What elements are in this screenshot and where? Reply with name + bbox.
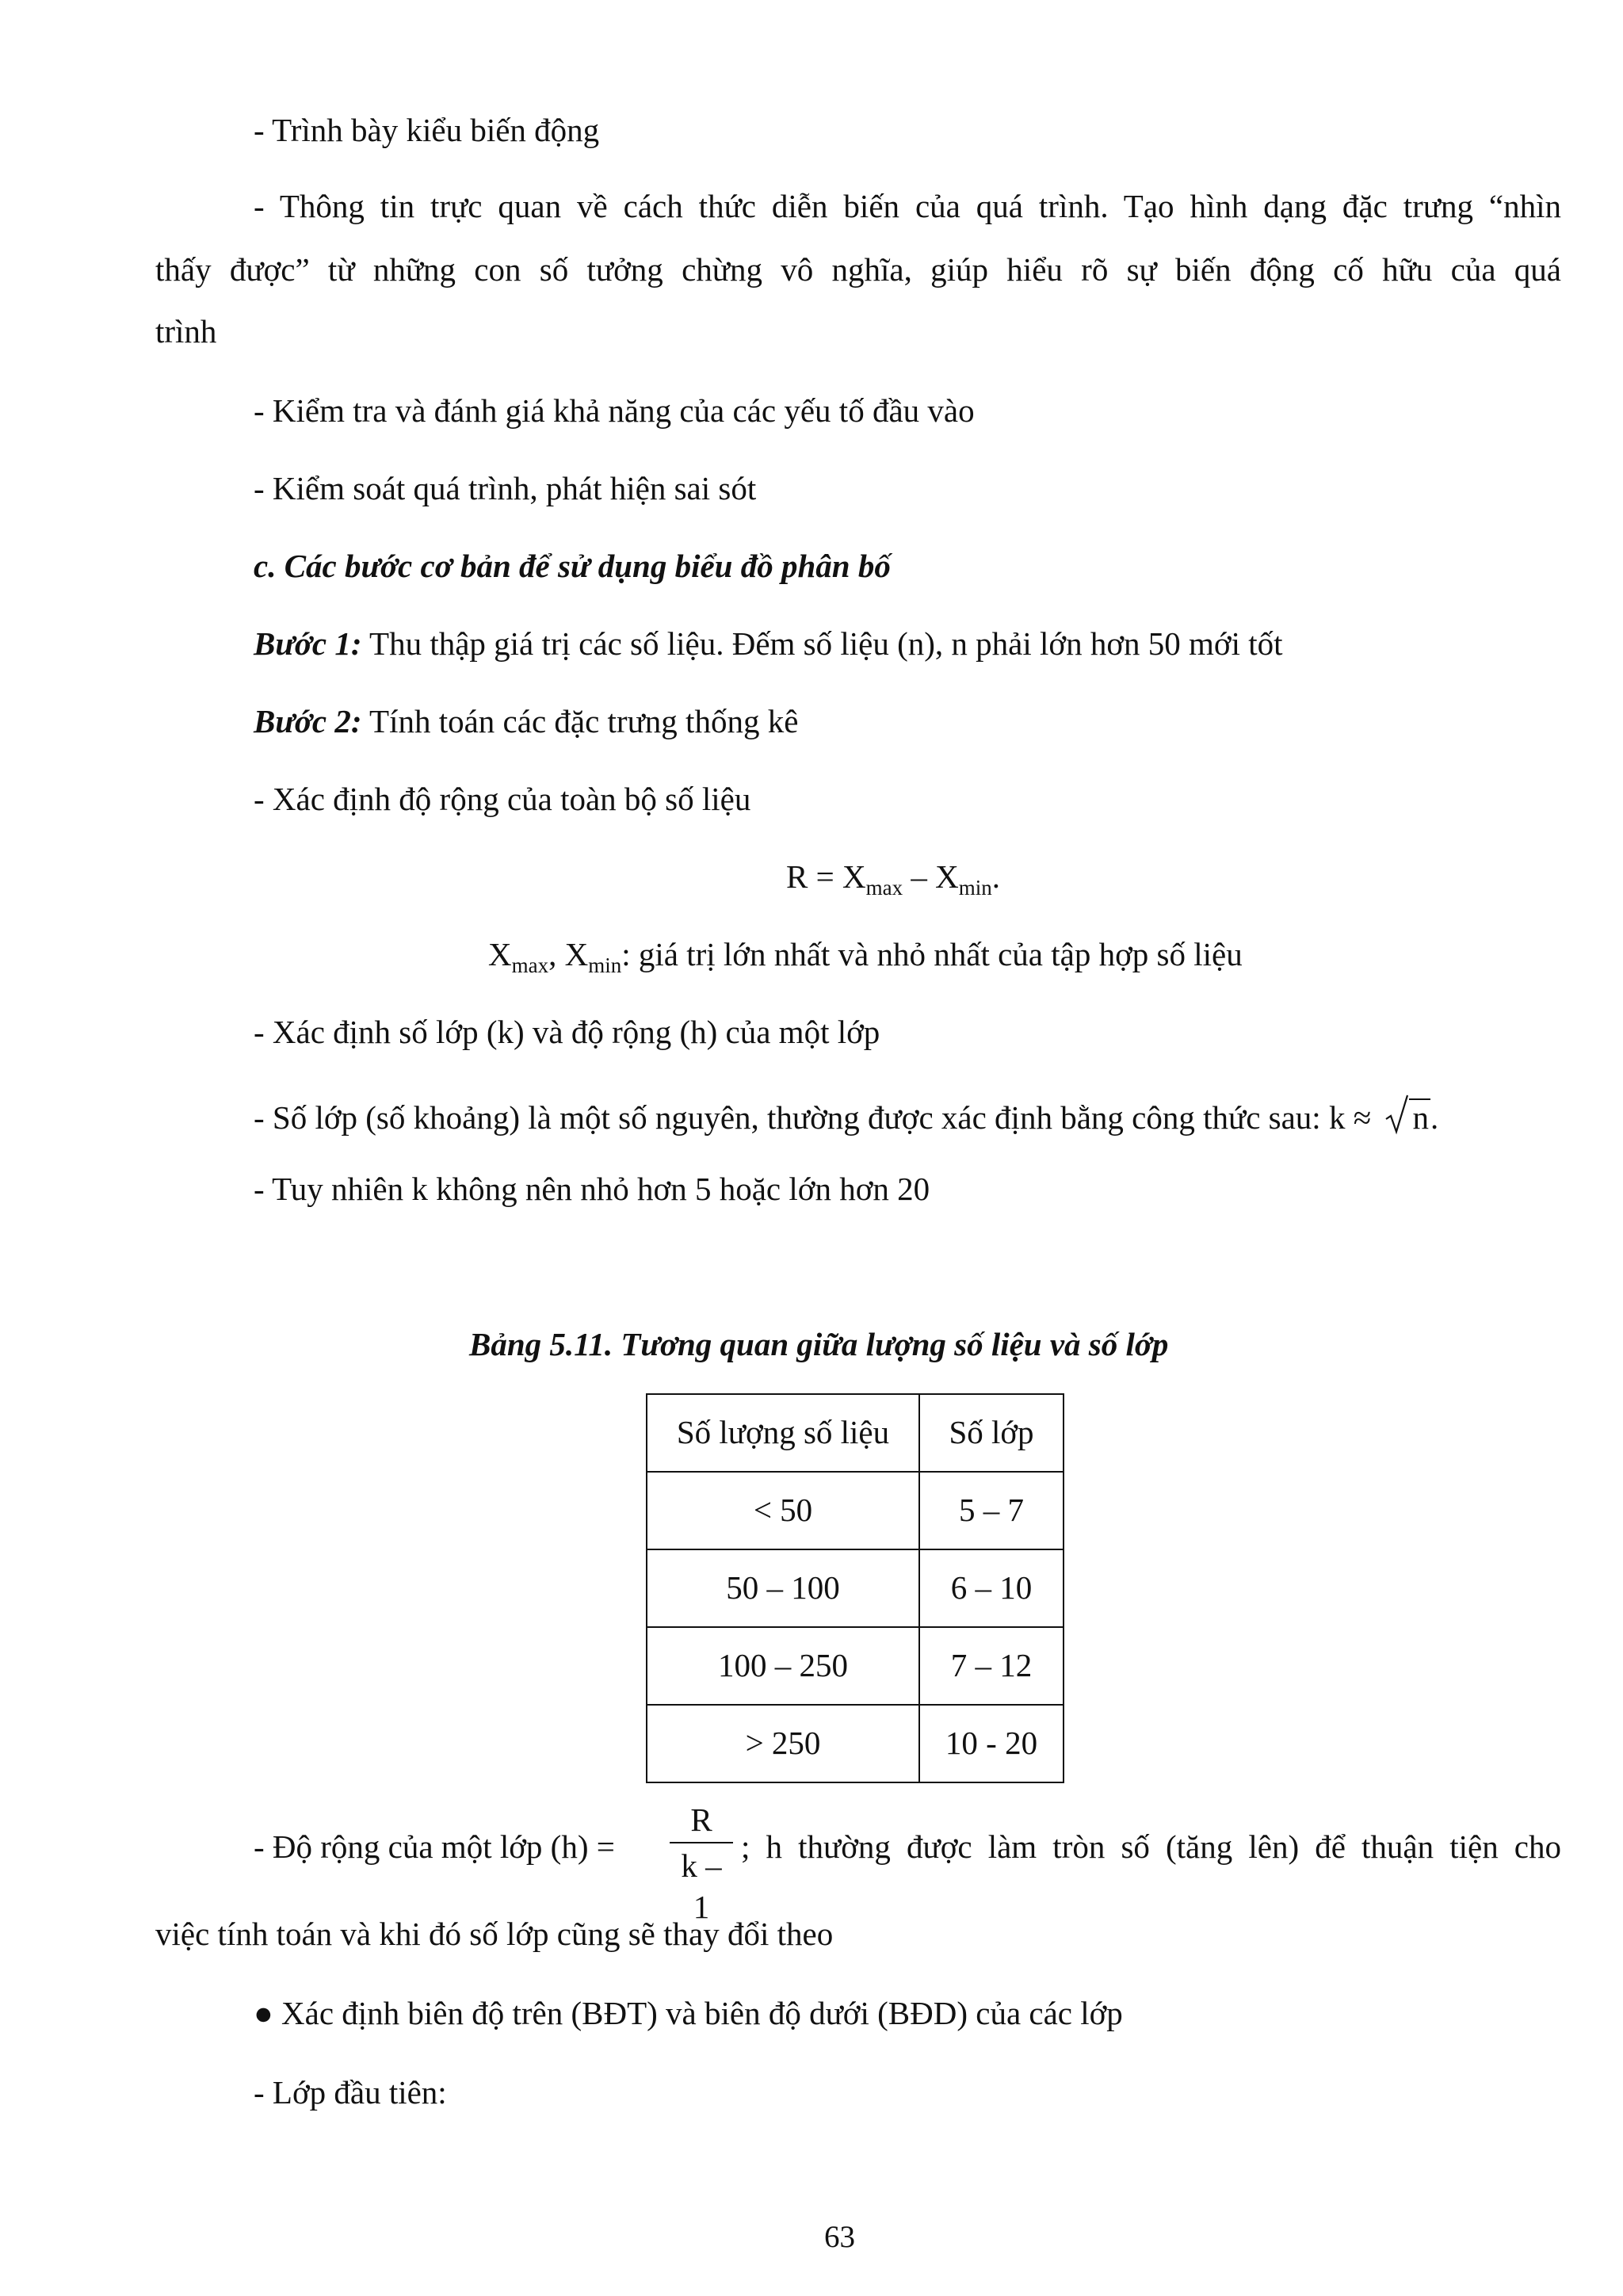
step-1-text: Thu thập giá trị các số liệu. Đếm số liệu (n), n phải lớn hơn 50 mới tốt [361,625,1283,662]
paragraph-class-width-line2: việc tính toán và khi đó số lớp cũng sẽ thay đổi theo [155,1916,834,1952]
paragraph-first-class: - Lớp đầu tiên: [254,2074,447,2111]
table-caption: Bảng 5.11. Tương quan giữa lượng số liệu và số lớp [469,1326,1169,1362]
formula-range-lhs: R = X [786,858,866,895]
formula-sub-max: max [865,876,903,900]
formula-note [488,935,1243,977]
table-cell: > 250 [647,1705,919,1782]
table-header-class-count: Số lớp [919,1394,1064,1472]
fraction-class-width [670,1799,733,1925]
paragraph-class-width-suffix: ; h thường được làm tròn số (tăng lên) để thuận tiện cho [741,1828,1561,1865]
table-header-data-count: Số lượng số liệu [647,1394,919,1472]
fraction-bar [670,1842,733,1843]
formula-range-minus: – X [903,858,959,895]
table-cell: 100 – 250 [647,1627,919,1705]
table-cell: 7 – 12 [919,1627,1064,1705]
formula-sub-min: min [958,876,992,900]
formula-note-sub-min: min [588,953,622,977]
paragraph-classes: - Xác định số lớp (k) và độ rộng (h) của một lớp [254,1014,880,1050]
section-heading-c: c. Các bước cơ bản để sử dụng biểu đồ phân bố [254,548,891,584]
paragraph-check-inputs: - Kiểm tra và đánh giá khả năng của các yếu tố đầu vào [254,392,975,429]
step-1-label: Bước 1: [254,625,362,662]
class-count-end: . [1430,1099,1439,1136]
paragraph-visual-info-line2: thấy được” từ những con số tưởng chừng vô nghĩa, giúp hiểu rõ sự biến động cố hữu của quá [155,251,1561,288]
step-2-text: Tính toán các đặc trưng thống kê [361,703,799,739]
formula-range [786,858,1000,900]
table-row [647,1472,1064,1549]
table-header-row [647,1394,1064,1472]
formula-range-end: . [991,858,1000,895]
step-2 [254,702,798,741]
paragraph-visual-info-line1: - Thông tin trực quan về cách thức diễn biến của quá trình. Tạo hình dạng đặc trưng “nhìn [254,188,1561,224]
sqrt-symbol [1385,1098,1430,1137]
table-row [647,1627,1064,1705]
table-row [647,1705,1064,1782]
table-cell: 50 – 100 [647,1549,919,1627]
table-cell: 5 – 7 [919,1472,1064,1549]
paragraph-class-width-prefix: - Độ rộng của một lớp (h) = [254,1828,615,1865]
fraction-denominator: k – 1 [681,1847,722,1925]
class-count-text: - Số lớp (số khoảng) là một số nguyên, thường được xác định bằng công thức sau: k ≈ [254,1099,1380,1136]
formula-note-sub-max: max [511,953,549,977]
table-row [647,1549,1064,1627]
paragraph-process-control: - Kiểm soát quá trình, phát hiện sai sót [254,470,757,506]
step-2-label: Bước 2: [254,703,362,739]
table-cell: 6 – 10 [919,1549,1064,1627]
paragraph-visual-info-line3: trình [155,313,217,350]
table-cell: < 50 [647,1472,919,1549]
bullet-class-bounds: ● Xác định biên độ trên (BĐT) và biên độ dưới (BĐD) của các lớp [254,1995,1123,2031]
formula-note-text: : giá trị lớn nhất và nhỏ nhất của tập hợp số liệu [621,936,1243,972]
formula-note-x: X [488,936,512,972]
radical-sign-icon [1385,1094,1409,1135]
step-1 [254,625,1283,663]
class-count-table [646,1393,1064,1783]
paragraph-range: - Xác định độ rộng của toàn bộ số liệu [254,781,751,817]
paragraph-presentation-type: - Trình bày kiểu biến động [254,112,600,148]
sqrt-radicand: n [1409,1098,1430,1136]
paragraph-k-limits: - Tuy nhiên k không nên nhỏ hơn 5 hoặc lớn hơn 20 [254,1171,930,1207]
fraction-numerator: R [690,1801,712,1838]
table-cell: 10 - 20 [919,1705,1064,1782]
page-number: 63 [824,2220,855,2254]
paragraph-class-count [254,1098,1438,1137]
formula-note-comma: , X [548,936,589,972]
